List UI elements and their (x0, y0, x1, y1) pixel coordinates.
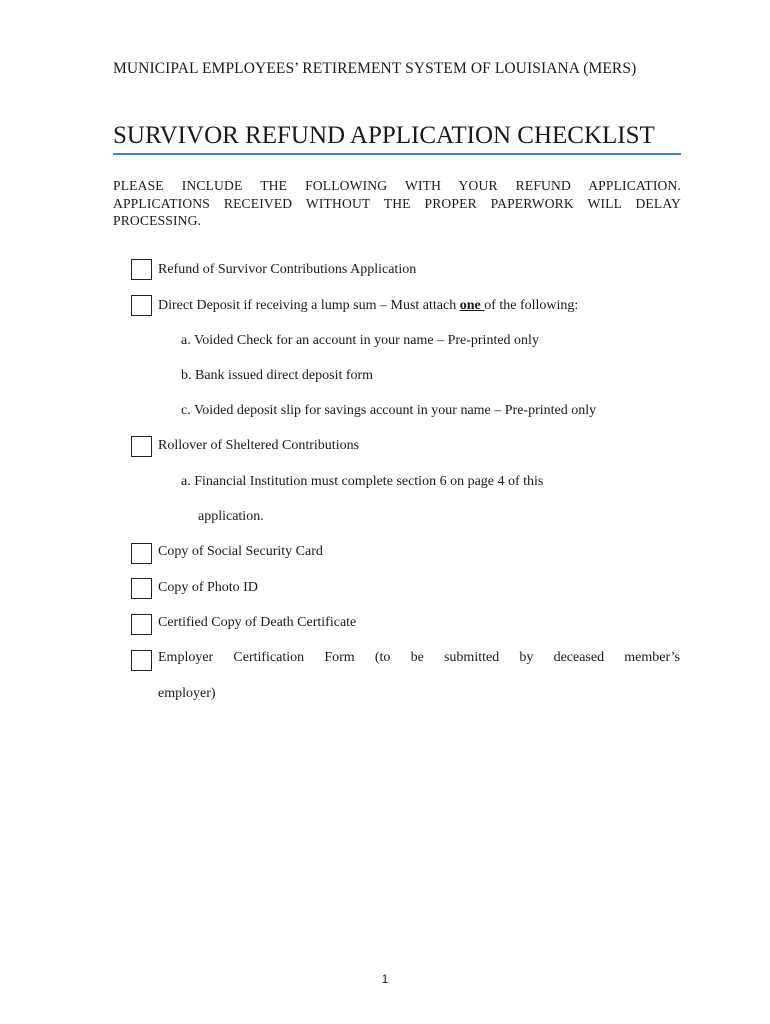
item-photo-id: Copy of Photo ID (158, 580, 258, 595)
item-refund-application: Refund of Survivor Contributions Application (158, 262, 417, 277)
subitem-financial-institution-cont: application. (198, 509, 264, 524)
employer-certification-line-1: Employer Certification Form (to be submitted by deceased member’s (158, 650, 680, 665)
direct-deposit-emphasis: one (459, 298, 485, 313)
intro-line-2: APPLICATIONS RECEIVED WITHOUT THE PROPER PAPERWORK WILL DELAY (113, 195, 681, 211)
checkbox-death-certificate[interactable] (131, 614, 152, 635)
item-rollover: Rollover of Sheltered Contributions (158, 438, 360, 453)
intro-paragraph (113, 177, 681, 230)
item-death-certificate: Certified Copy of Death Certificate (158, 615, 357, 630)
page-number: 1 (381, 972, 389, 986)
checkbox-employer-certification[interactable] (131, 650, 152, 671)
title-underline (113, 153, 681, 155)
subitem-voided-check: a. Voided Check for an account in your name – Pre-printed only (181, 333, 539, 348)
intro-line-1: PLEASE INCLUDE THE FOLLOWING WITH YOUR REFUND APPLICATION. (113, 178, 681, 193)
checkbox-refund-application[interactable] (131, 259, 152, 280)
item-employer-certification-cont: employer) (158, 686, 216, 701)
direct-deposit-text: Direct Deposit if receiving a lump sum – Must attach (158, 298, 460, 313)
item-social-security-card: Copy of Social Security Card (158, 544, 323, 559)
item-direct-deposit (158, 297, 578, 315)
subitem-financial-institution: a. Financial Institution must complete section 6 on page 4 of this (181, 474, 544, 489)
intro-line-3: PROCESSING. (113, 213, 202, 228)
item-employer-certification (158, 649, 680, 667)
checkbox-social-security-card[interactable] (131, 543, 152, 564)
checkbox-photo-id[interactable] (131, 578, 152, 599)
document-header: MUNICIPAL EMPLOYEES’ RETIREMENT SYSTEM OF LOUISIANA (MERS) (113, 60, 637, 77)
direct-deposit-text-end: of the following: (484, 298, 579, 313)
subitem-deposit-slip: c. Voided deposit slip for savings account in your name – Pre-printed only (181, 403, 597, 418)
checkbox-direct-deposit[interactable] (131, 295, 152, 316)
subitem-bank-form: b. Bank issued direct deposit form (181, 368, 374, 383)
checkbox-rollover[interactable] (131, 436, 152, 457)
page-title: SURVIVOR REFUND APPLICATION CHECKLIST (113, 122, 655, 149)
